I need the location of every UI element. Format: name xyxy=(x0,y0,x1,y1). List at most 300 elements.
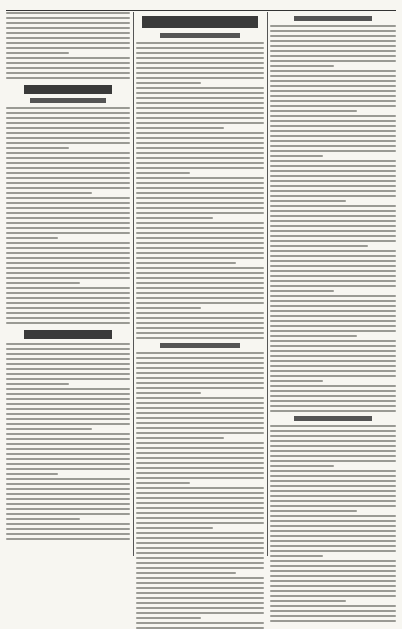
text-line xyxy=(270,155,323,157)
text-line xyxy=(136,532,264,534)
text-line xyxy=(270,470,396,472)
text-line xyxy=(270,340,396,342)
text-line xyxy=(270,590,396,592)
text-line xyxy=(270,35,396,37)
text-line xyxy=(136,507,264,509)
text-line xyxy=(136,487,264,489)
text-line xyxy=(136,227,264,229)
text-line xyxy=(6,473,58,475)
text-line xyxy=(136,272,264,274)
text-line xyxy=(270,195,396,197)
text-line xyxy=(6,137,130,139)
text-line xyxy=(270,315,396,317)
text-line xyxy=(6,262,130,264)
text-line xyxy=(136,132,264,134)
text-line xyxy=(136,557,264,559)
text-line xyxy=(6,533,130,535)
text-line xyxy=(6,47,130,49)
text-line xyxy=(270,380,323,382)
text-line xyxy=(136,527,213,529)
section-heading xyxy=(24,330,112,339)
text-line xyxy=(6,152,130,154)
text-line xyxy=(136,297,264,299)
text-line xyxy=(6,52,69,54)
text-line xyxy=(6,292,130,294)
text-line xyxy=(6,483,130,485)
text-line xyxy=(6,117,130,119)
text-line xyxy=(136,622,264,624)
text-line xyxy=(6,353,130,355)
text-line xyxy=(136,482,190,484)
text-line xyxy=(136,327,264,329)
text-line xyxy=(270,70,396,72)
text-line xyxy=(270,450,396,452)
text-line xyxy=(270,445,396,447)
text-line xyxy=(136,517,264,519)
text-line xyxy=(270,235,396,237)
text-block xyxy=(6,343,130,540)
text-line xyxy=(136,592,264,594)
text-line xyxy=(6,217,130,219)
text-line xyxy=(270,555,323,557)
text-line xyxy=(270,495,396,497)
text-line xyxy=(6,282,80,284)
text-line xyxy=(270,265,396,267)
text-line xyxy=(6,157,130,159)
text-line xyxy=(270,480,396,482)
text-line xyxy=(136,97,264,99)
text-line xyxy=(6,297,130,299)
text-line xyxy=(270,375,396,377)
text-line xyxy=(270,215,396,217)
text-line xyxy=(6,122,130,124)
text-line xyxy=(270,595,396,597)
text-line xyxy=(136,312,264,314)
text-line xyxy=(136,282,264,284)
text-line xyxy=(136,292,264,294)
text-line xyxy=(270,200,346,202)
text-line xyxy=(6,142,130,144)
text-line xyxy=(270,105,396,107)
text-line xyxy=(136,217,213,219)
text-line xyxy=(6,443,130,445)
text-line xyxy=(136,322,264,324)
text-line xyxy=(270,125,396,127)
text-line xyxy=(6,32,130,34)
text-line xyxy=(6,423,130,425)
text-line xyxy=(136,567,264,569)
text-line xyxy=(270,285,396,287)
text-line xyxy=(270,100,396,102)
text-line xyxy=(136,157,264,159)
text-line xyxy=(136,252,264,254)
text-line xyxy=(136,182,264,184)
text-line xyxy=(270,185,396,187)
text-line xyxy=(6,252,130,254)
text-line xyxy=(270,535,396,537)
text-line xyxy=(136,207,264,209)
text-line xyxy=(270,175,396,177)
text-line xyxy=(270,220,396,222)
text-line xyxy=(136,177,264,179)
text-line xyxy=(136,387,264,389)
text-line xyxy=(6,368,130,370)
text-line xyxy=(270,575,396,577)
text-block xyxy=(6,12,130,79)
text-line xyxy=(6,162,130,164)
text-line xyxy=(136,147,264,149)
text-line xyxy=(6,493,130,495)
column-rule xyxy=(133,12,134,556)
text-line xyxy=(136,82,201,84)
text-line xyxy=(6,257,130,259)
text-line xyxy=(270,545,396,547)
text-line xyxy=(6,12,130,14)
text-line xyxy=(270,345,396,347)
text-line xyxy=(6,428,92,430)
text-line xyxy=(270,65,334,67)
text-line xyxy=(136,142,264,144)
text-block xyxy=(270,25,396,412)
text-line xyxy=(270,30,396,32)
text-line xyxy=(270,115,396,117)
text-line xyxy=(270,110,357,112)
text-line xyxy=(270,160,396,162)
text-line xyxy=(6,373,130,375)
text-line xyxy=(6,242,130,244)
text-line xyxy=(6,147,69,149)
text-line xyxy=(6,388,130,390)
text-line xyxy=(136,332,264,334)
text-line xyxy=(136,367,264,369)
text-line xyxy=(6,267,130,269)
text-line xyxy=(270,430,396,432)
text-line xyxy=(6,182,130,184)
text-line xyxy=(136,442,264,444)
text-line xyxy=(270,335,357,337)
text-line xyxy=(270,350,396,352)
text-line xyxy=(6,277,130,279)
text-line xyxy=(136,192,264,194)
text-line xyxy=(270,290,334,292)
text-line xyxy=(136,137,264,139)
text-line xyxy=(6,67,130,69)
text-line xyxy=(6,363,130,365)
text-line xyxy=(136,522,264,524)
text-line xyxy=(136,232,264,234)
text-line xyxy=(6,232,130,234)
text-line xyxy=(136,117,264,119)
text-line xyxy=(6,222,130,224)
text-line xyxy=(270,295,396,297)
text-line xyxy=(6,177,130,179)
text-line xyxy=(270,190,396,192)
text-line xyxy=(270,525,396,527)
text-line xyxy=(6,57,130,59)
text-line xyxy=(136,287,264,289)
text-line xyxy=(270,540,396,542)
text-line xyxy=(270,260,396,262)
text-line xyxy=(270,230,396,232)
text-line xyxy=(6,42,130,44)
text-line xyxy=(136,572,236,574)
text-line xyxy=(270,520,396,522)
subheadline xyxy=(160,33,240,38)
text-line xyxy=(270,120,396,122)
text-line xyxy=(270,140,396,142)
headline xyxy=(24,85,112,94)
text-line xyxy=(6,167,130,169)
text-line xyxy=(136,92,264,94)
text-line xyxy=(6,513,130,515)
text-line xyxy=(270,410,396,412)
text-line xyxy=(6,358,130,360)
text-line xyxy=(136,472,264,474)
text-line xyxy=(6,528,130,530)
text-line xyxy=(270,395,396,397)
text-line xyxy=(136,397,264,399)
text-line xyxy=(270,80,396,82)
text-line xyxy=(136,402,264,404)
text-line xyxy=(136,242,264,244)
headline xyxy=(142,16,258,28)
text-line xyxy=(270,245,368,247)
text-line xyxy=(6,413,130,415)
text-line xyxy=(136,267,264,269)
text-line xyxy=(136,222,264,224)
text-line xyxy=(270,205,396,207)
text-block xyxy=(136,352,264,629)
text-line xyxy=(270,75,396,77)
text-line xyxy=(136,257,264,259)
text-block xyxy=(270,425,396,622)
text-line xyxy=(6,192,92,194)
text-line xyxy=(136,112,264,114)
text-line xyxy=(136,52,264,54)
text-line xyxy=(6,307,130,309)
text-line xyxy=(136,447,264,449)
text-line xyxy=(270,55,396,57)
text-line xyxy=(136,502,264,504)
text-line xyxy=(136,212,264,214)
text-line xyxy=(136,412,264,414)
text-line xyxy=(270,585,396,587)
text-line xyxy=(136,547,264,549)
text-line xyxy=(6,398,130,400)
text-line xyxy=(270,130,396,132)
text-line xyxy=(270,250,396,252)
text-line xyxy=(6,418,130,420)
text-line xyxy=(270,610,396,612)
text-line xyxy=(270,465,334,467)
text-line xyxy=(6,187,130,189)
text-line xyxy=(6,27,130,29)
text-line xyxy=(136,437,224,439)
text-line xyxy=(270,510,357,512)
text-line xyxy=(270,255,396,257)
text-line xyxy=(136,462,264,464)
text-line xyxy=(6,72,130,74)
text-line xyxy=(270,615,396,617)
text-block xyxy=(136,42,264,339)
text-line xyxy=(270,390,396,392)
text-block xyxy=(6,107,130,324)
text-line xyxy=(270,50,396,52)
text-line xyxy=(270,90,396,92)
text-line xyxy=(136,247,264,249)
text-line xyxy=(270,500,396,502)
section-heading xyxy=(294,16,372,21)
text-line xyxy=(270,225,396,227)
text-line xyxy=(270,275,396,277)
page-header xyxy=(6,2,396,11)
text-line xyxy=(136,392,201,394)
text-line xyxy=(6,22,130,24)
text-line xyxy=(136,407,264,409)
text-line xyxy=(136,127,224,129)
text-line xyxy=(136,612,264,614)
text-line xyxy=(6,378,130,380)
text-line xyxy=(136,352,264,354)
text-line xyxy=(270,455,396,457)
text-line xyxy=(6,317,130,319)
text-line xyxy=(6,348,130,350)
text-line xyxy=(270,145,396,147)
text-line xyxy=(6,448,130,450)
text-line xyxy=(6,393,130,395)
text-line xyxy=(270,150,396,152)
text-line xyxy=(136,452,264,454)
text-line xyxy=(136,432,264,434)
text-line xyxy=(270,405,396,407)
column-right xyxy=(270,12,396,556)
text-line xyxy=(6,498,130,500)
text-line xyxy=(270,620,396,622)
text-line xyxy=(270,135,396,137)
text-line xyxy=(6,383,69,385)
text-line xyxy=(270,400,396,402)
text-line xyxy=(6,132,130,134)
text-line xyxy=(6,488,130,490)
text-line xyxy=(6,237,58,239)
text-line xyxy=(136,602,264,604)
text-line xyxy=(270,515,396,517)
text-line xyxy=(270,370,396,372)
text-line xyxy=(6,408,130,410)
text-line xyxy=(270,355,396,357)
text-line xyxy=(136,67,264,69)
text-line xyxy=(136,597,264,599)
text-line xyxy=(6,478,130,480)
text-line xyxy=(136,162,264,164)
text-line xyxy=(136,47,264,49)
text-line xyxy=(6,212,130,214)
text-line xyxy=(136,457,264,459)
text-line xyxy=(6,503,130,505)
text-line xyxy=(136,477,264,479)
text-line xyxy=(6,227,130,229)
text-line xyxy=(136,302,264,304)
text-line xyxy=(270,270,396,272)
column-middle xyxy=(136,12,264,556)
text-line xyxy=(136,577,264,579)
text-line xyxy=(270,550,396,552)
text-line xyxy=(136,317,264,319)
text-line xyxy=(6,77,130,79)
text-line xyxy=(270,180,396,182)
text-line xyxy=(136,77,264,79)
text-line xyxy=(136,362,264,364)
text-line xyxy=(270,385,396,387)
text-line xyxy=(136,377,264,379)
text-line xyxy=(136,552,264,554)
text-line xyxy=(270,530,396,532)
text-line xyxy=(136,62,264,64)
text-line xyxy=(6,438,130,440)
text-line xyxy=(136,417,264,419)
text-line xyxy=(136,102,264,104)
section-heading xyxy=(294,416,372,421)
text-line xyxy=(136,427,264,429)
text-line xyxy=(270,40,396,42)
text-line xyxy=(136,467,264,469)
text-line xyxy=(6,197,130,199)
text-line xyxy=(6,468,130,470)
text-line xyxy=(6,433,130,435)
text-line xyxy=(136,492,264,494)
subheadline xyxy=(30,98,106,103)
text-line xyxy=(136,307,201,309)
text-line xyxy=(6,202,130,204)
text-line xyxy=(136,497,264,499)
text-line xyxy=(136,587,264,589)
text-line xyxy=(270,300,396,302)
text-line xyxy=(270,580,396,582)
text-line xyxy=(270,45,396,47)
text-line xyxy=(6,127,130,129)
text-line xyxy=(136,262,236,264)
text-line xyxy=(270,425,396,427)
text-line xyxy=(270,565,396,567)
section-heading xyxy=(160,343,240,348)
text-line xyxy=(6,458,130,460)
text-line xyxy=(136,237,264,239)
text-line xyxy=(6,302,130,304)
text-line xyxy=(136,372,264,374)
text-line xyxy=(6,463,130,465)
text-line xyxy=(136,382,264,384)
text-line xyxy=(270,490,396,492)
text-line xyxy=(270,360,396,362)
text-line xyxy=(136,122,264,124)
text-line xyxy=(6,172,130,174)
text-line xyxy=(6,247,130,249)
text-line xyxy=(136,57,264,59)
text-line xyxy=(270,25,396,27)
text-line xyxy=(270,505,396,507)
text-line xyxy=(136,202,264,204)
column-left xyxy=(6,12,130,556)
text-line xyxy=(136,512,264,514)
text-line xyxy=(270,165,396,167)
text-line xyxy=(136,42,264,44)
text-line xyxy=(6,403,130,405)
text-line xyxy=(6,17,130,19)
text-line xyxy=(270,435,396,437)
text-line xyxy=(6,343,130,345)
text-line xyxy=(270,95,396,97)
text-line xyxy=(136,582,264,584)
